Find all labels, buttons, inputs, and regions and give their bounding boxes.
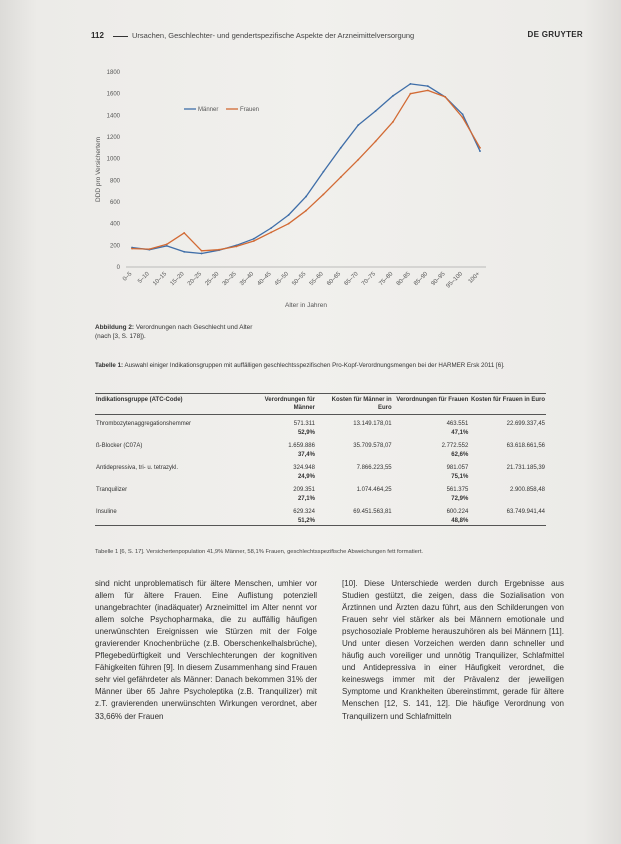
empty-cell: [95, 517, 248, 526]
empty-cell: [316, 517, 393, 526]
column-header: Kosten für Frauen in Euro: [470, 397, 545, 403]
x-tick-label: 20–25: [186, 271, 204, 288]
men-share-cell: 37,4%: [297, 451, 315, 458]
men-costs-cell: 13.149.178,01: [353, 421, 392, 427]
data-point: [305, 210, 307, 212]
indication-cell: Thrombozytenaggregationshemmer: [96, 421, 192, 427]
data-point: [410, 83, 412, 85]
x-tick-label: 25–30: [204, 271, 221, 288]
y-tick-label: 1000: [106, 156, 120, 163]
x-tick-label: 10–15: [152, 271, 169, 288]
indication-cell: ß-Blocker (C07A): [96, 443, 143, 449]
table-percent-row: [95, 429, 546, 438]
y-tick-label: 800: [109, 178, 120, 185]
figure-caption-label: Abbildung 2:: [95, 324, 135, 331]
women-share-cell: 48,8%: [393, 517, 470, 526]
column-header: Indikationsgruppe (ATC-Code): [96, 397, 183, 403]
page-header: [91, 29, 583, 43]
data-point: [288, 214, 290, 216]
indication-cell: Tranquilizer: [96, 487, 128, 493]
data-point: [270, 227, 272, 229]
data-point: [444, 96, 446, 98]
men-prescriptions-cell: 629.324: [293, 509, 315, 515]
men-prescriptions-cell: 1.659.886: [288, 443, 315, 449]
x-tick-label: 30–35: [221, 271, 238, 288]
x-tick-label: 40–45: [256, 271, 273, 288]
table-caption-text: Auswahl einiger Indikationsgruppen mit auffälligen geschlechtsspezifischen Pro-Kopf-Verordnungsmengen bei der HARMER Ersk 2011 [6].: [124, 362, 505, 369]
data-point: [253, 240, 255, 242]
data-point: [201, 250, 203, 252]
y-tick-label: 600: [109, 200, 120, 206]
empty-cell: [316, 451, 393, 460]
women-costs-cell: 21.731.185,39: [506, 465, 545, 471]
data-point: [462, 117, 464, 119]
empty-cell: [95, 429, 248, 438]
y-tick-label: 0: [116, 265, 120, 271]
x-tick-label: 90–95: [430, 271, 447, 288]
x-tick-label: 35–40: [239, 271, 256, 288]
data-point: [479, 147, 481, 149]
table-row: [95, 437, 546, 451]
men-share-cell: 27,1%: [297, 495, 315, 502]
empty-cell: [469, 451, 546, 460]
series-line-frauen: [132, 90, 480, 250]
table-percent-row: [95, 451, 546, 460]
men-share-cell: 51,2%: [248, 517, 316, 526]
men-prescriptions-cell: 571.311: [293, 421, 315, 427]
data-point: [305, 196, 307, 198]
women-share-cell: 72,9%: [451, 495, 469, 502]
x-tick-label: 60–65: [326, 271, 343, 288]
empty-cell: [316, 495, 393, 504]
column-header: Verordnungen für Frauen: [396, 397, 469, 403]
data-point: [357, 124, 359, 126]
y-tick-label: 1400: [106, 113, 120, 120]
men-costs-cell: 35.709.578,07: [353, 443, 392, 449]
y-tick-label: 1200: [106, 135, 120, 141]
data-point: [357, 159, 359, 161]
data-point: [183, 232, 185, 234]
empty-cell: [469, 473, 546, 482]
data-point: [392, 95, 394, 97]
data-point: [288, 223, 290, 225]
data-point: [218, 249, 220, 251]
data-point: [340, 176, 342, 178]
column-header: Verordnungen für Männer: [264, 397, 315, 411]
body-column-left: sind nicht unproblematisch für ältere Menschen, umhier vor allem für ältere Frauen. Eine Auflistung potenziell unangebrachter (inadäquater) Arzneimittel im Alter nennt vor allem solche Psychopharmaka, die zu auffällig häufigen unerwünschten Ereignissen wie Stürzen mit der Folge gravierender Knochenbrüche (z.B. Oberschenkelhalsbrüche), Pflegebedürftigkeit und Verschlechterungen der kognitiven Fähigkeiten führen [9]. In diesem Zusammenhang sind Frauen sehr viel gefährdeter als Männer: Danach bekommen 31% der Männer über 65 Jahre Psycholeptika (z.B. Tranquilizer) mit z.T. gravierenden unerwünschten Wirkungen verordnet, aber 33,66% der Frauen: [95, 579, 317, 721]
figure-caption-source: (nach [3, S. 178]).: [95, 333, 146, 340]
men-costs-cell: 7.866.223,55: [356, 465, 392, 471]
men-share-cell: 52,9%: [297, 429, 315, 436]
x-tick-label: 95–100: [445, 271, 465, 290]
table-caption-label: Tabelle 1:: [95, 362, 124, 369]
y-tick-label: 200: [109, 243, 120, 250]
header-rule: [113, 36, 128, 37]
data-point: [183, 251, 185, 253]
women-share-cell: 75,1%: [451, 473, 469, 480]
x-tick-label: 80–85: [395, 271, 412, 288]
y-tick-label: 400: [109, 221, 120, 228]
table-caption: [95, 361, 545, 370]
legend-label: Männer: [198, 107, 219, 113]
x-tick-label: 0–5: [122, 271, 134, 283]
women-costs-cell: 63.618.661,56: [506, 443, 545, 449]
table-footnote: Tabelle 1 [6, S. 17]. Versichertenpopulation 41,9% Männer, 58,1% Frauen, geschlechtsspezifische Abweichungen fett formatiert.: [95, 549, 424, 555]
data-point: [166, 245, 168, 247]
publisher-logo: DE GRUYTER: [527, 30, 583, 39]
data-point: [340, 147, 342, 149]
data-point: [270, 231, 272, 233]
x-tick-label: 75–80: [378, 271, 395, 288]
women-share-cell: 47,1%: [451, 429, 469, 436]
data-point: [427, 85, 429, 87]
table-header-row: [95, 394, 546, 415]
data-point: [166, 243, 168, 245]
table-row: [95, 503, 546, 517]
data-point: [410, 93, 412, 95]
empty-cell: [469, 495, 546, 504]
table-percent-row: [95, 473, 546, 482]
x-tick-label: 100+: [467, 271, 482, 285]
x-tick-label: 85–90: [413, 271, 430, 288]
data-point: [323, 171, 325, 173]
age-sex-line-chart: [88, 62, 508, 317]
x-tick-label: 55–60: [308, 271, 325, 288]
indication-cell: Insuline: [96, 509, 117, 515]
men-prescriptions-cell: 324.948: [293, 465, 315, 471]
men-costs-cell: 69.451.563,81: [353, 509, 392, 515]
indication-cell: Antidepressiva, tri- u. tetrazykl.: [96, 465, 179, 471]
empty-cell: [469, 517, 546, 526]
empty-cell: [316, 473, 393, 482]
data-point: [375, 110, 377, 112]
data-point: [427, 90, 429, 92]
women-costs-cell: 22.699.337,45: [506, 421, 545, 427]
prescription-table: [95, 393, 546, 526]
figure-caption-text: Verordnungen nach Geschlecht und Alter: [135, 324, 253, 331]
table-body: [95, 415, 546, 526]
empty-cell: [95, 495, 248, 504]
table-row: [95, 415, 546, 429]
x-tick-label: 5–10: [137, 271, 151, 285]
figure-caption: [95, 323, 535, 341]
empty-cell: [95, 451, 248, 460]
running-title: Ursachen, Geschlechter- und gendertspezifische Aspekte der Arzneimittelversorgung: [132, 31, 415, 40]
data-point: [253, 238, 255, 240]
x-tick-label: 50–55: [291, 271, 308, 288]
women-prescriptions-cell: 2.772.552: [441, 443, 469, 449]
body-column-right: [10]. Diese Unterschiede werden durch Ergebnisse aus Studien gestützt, die zeigen, dass die Sozialisation von Ärztinnen und Ärzten dazu führt, aus den Schilderungen von Frauen sehr viel stärker als bei Männern emotionale und psychosoziale Probleme herauszuhören als bei Männern [11]. Und unter diesen Vorzeichen werden dann schneller und häufig auch voreiliger und unnötig Tranquilizer, Schlafmittel und Antidepressiva in einer Häufigkeit verordnet, die keineswegs immer mit der Prävalenz der jeweiligen Symptome und Krankheiten übereinstimmt, gerade für ältere Menschen [12, S. 141, 12]. Die häufige Verordnung von Tranquilizern und Schlafmitteln: [342, 579, 564, 721]
page-number: 112: [91, 31, 104, 40]
data-point: [479, 150, 481, 152]
women-prescriptions-cell: 981.057: [446, 465, 469, 471]
empty-cell: [316, 429, 393, 438]
men-costs-cell: 1.074.464,25: [356, 487, 392, 493]
x-tick-label: 45–50: [273, 271, 291, 288]
data-point: [323, 194, 325, 196]
data-point: [462, 113, 464, 115]
empty-cell: [95, 473, 248, 482]
legend-label: Frauen: [240, 107, 260, 113]
y-axis-label: DDD pro Versichertem: [95, 136, 102, 203]
data-point: [201, 253, 203, 255]
y-tick-label: 1600: [106, 91, 120, 98]
x-tick-label: 70–75: [360, 271, 378, 288]
y-tick-label: 1800: [106, 70, 120, 76]
data-point: [392, 121, 394, 123]
women-costs-cell: 63.749.941,44: [506, 509, 545, 515]
data-point: [149, 248, 151, 250]
men-prescriptions-cell: 209.351: [293, 487, 315, 493]
table-row: [95, 459, 546, 473]
table-row: [95, 481, 546, 495]
x-axis-label: Alter in Jahren: [285, 302, 327, 309]
table-percent-row: [95, 517, 546, 526]
women-share-cell: 62,6%: [451, 451, 469, 458]
data-point: [131, 248, 133, 250]
women-costs-cell: 2.900.858,48: [509, 487, 545, 493]
women-prescriptions-cell: 600.224: [446, 509, 469, 515]
column-header: Kosten für Männer in Euro: [331, 397, 392, 411]
data-point: [236, 246, 238, 248]
x-tick-label: 15–20: [169, 271, 186, 288]
table-percent-row: [95, 495, 546, 504]
data-point: [375, 140, 377, 142]
women-prescriptions-cell: 561.375: [446, 487, 469, 493]
x-tick-label: 65–70: [343, 271, 360, 288]
women-prescriptions-cell: 463.551: [446, 421, 469, 427]
empty-cell: [469, 429, 546, 438]
men-share-cell: 24,9%: [297, 473, 315, 480]
